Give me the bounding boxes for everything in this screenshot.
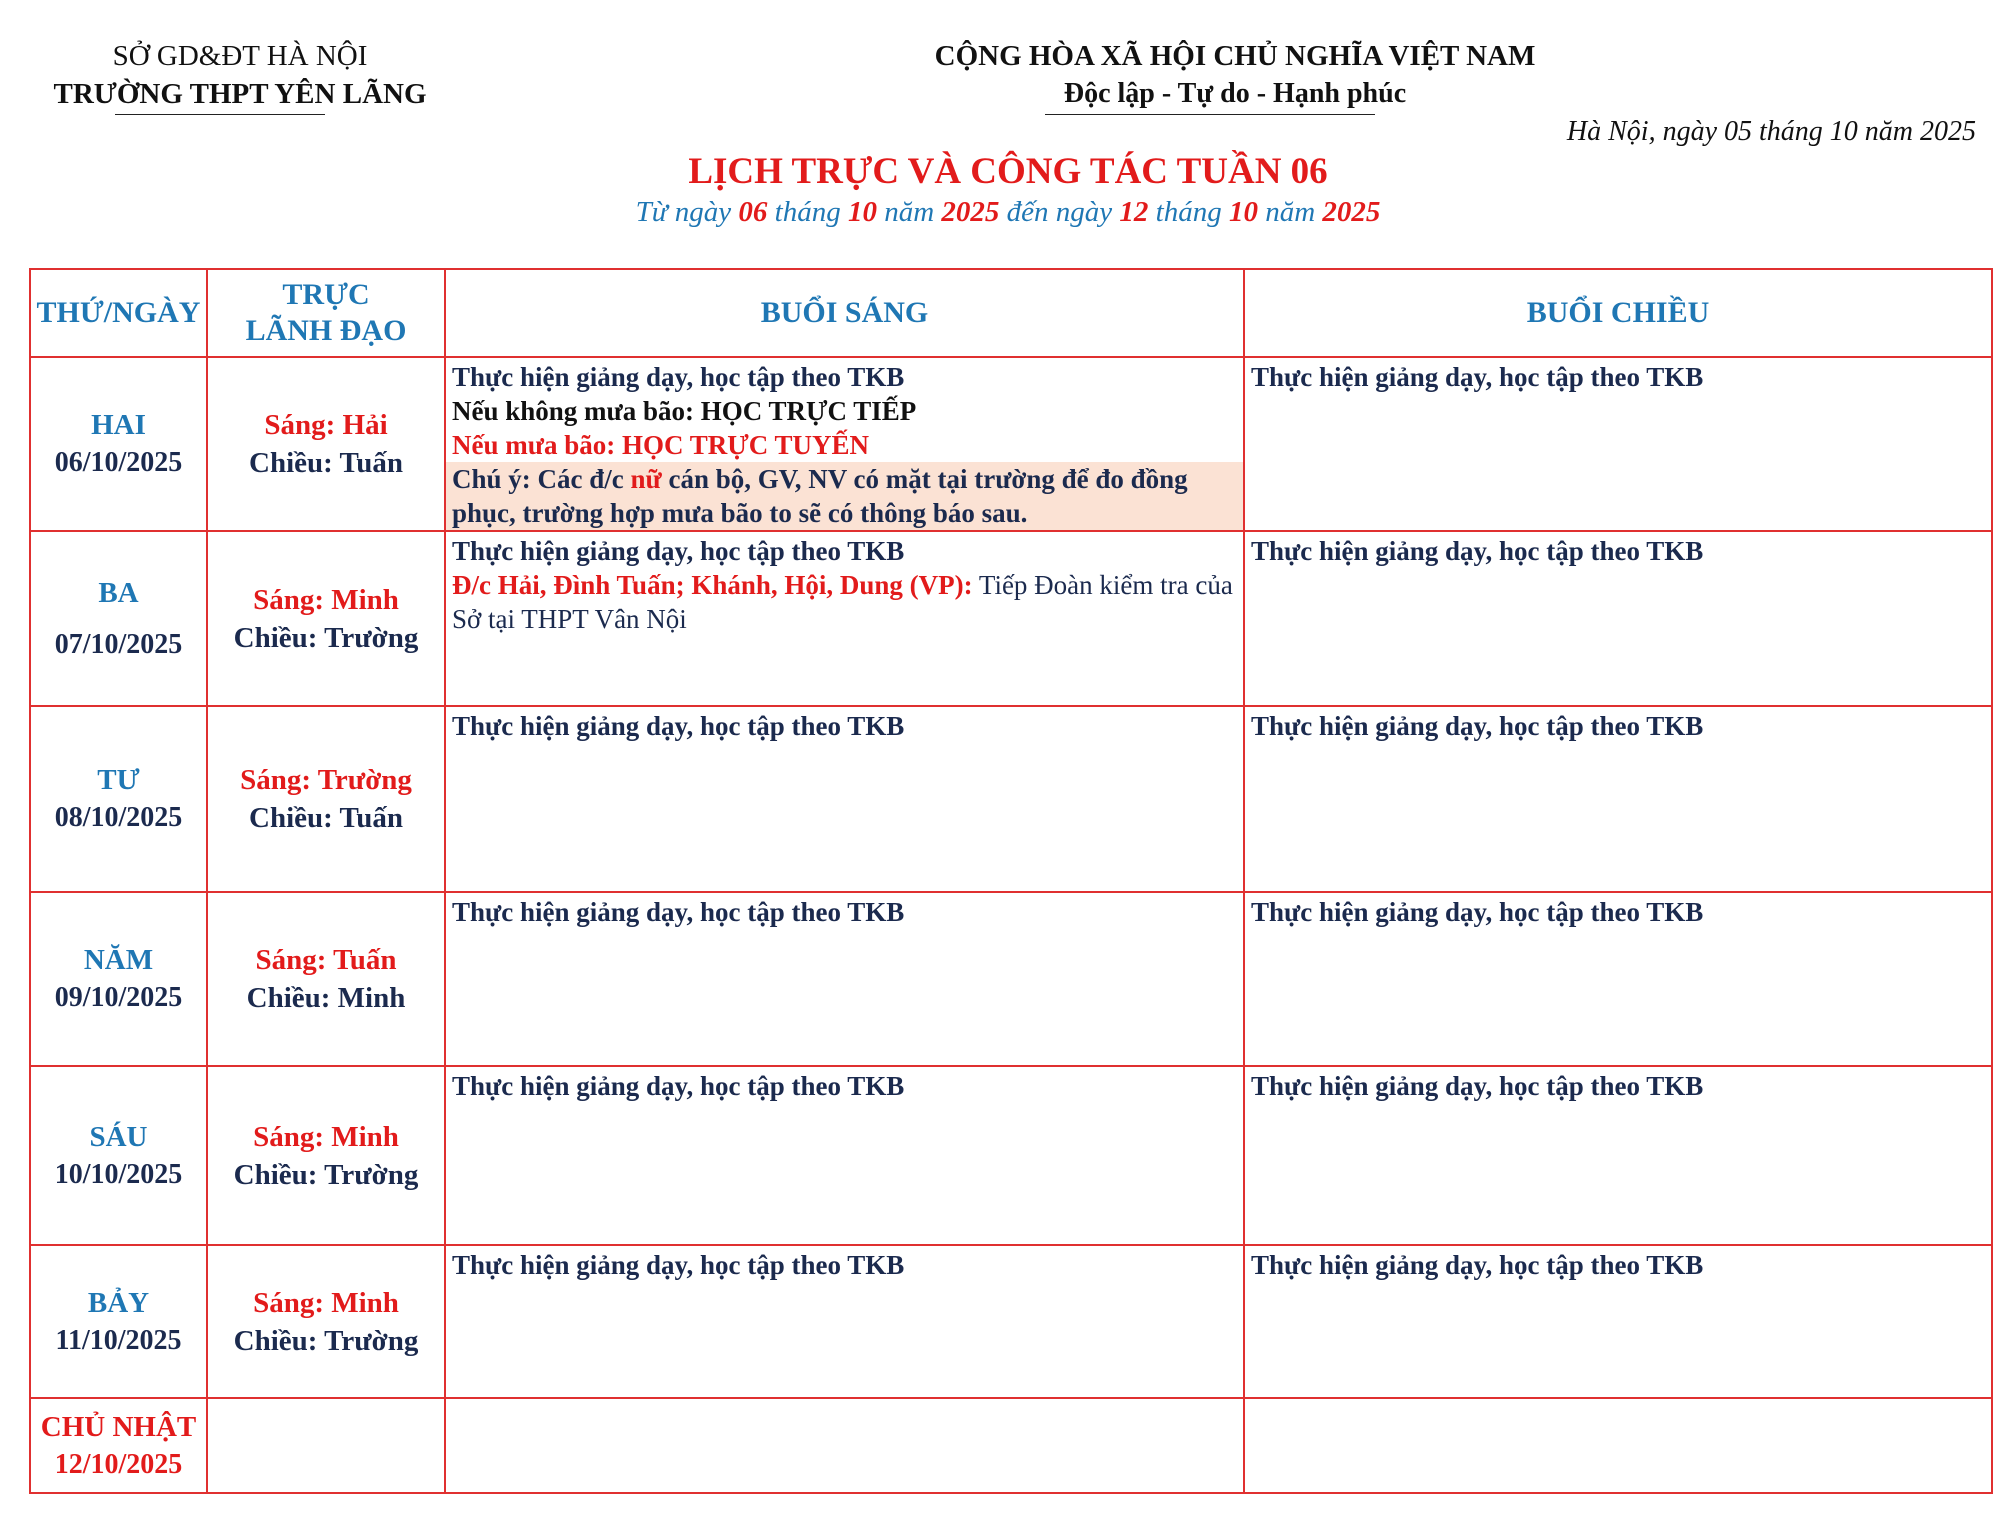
day-date: 12/10/2025 [54,1448,183,1480]
school-name: TRƯỜNG THPT YÊN LÃNG [53,78,427,110]
morning-cell [445,1398,1244,1493]
note-suffix: cán bộ, GV, NV có mặt tại trường để đo đồng phục, trường hợp mưa bão to sẽ có thông báo sau. [452,464,1188,528]
day-cell [30,1245,207,1398]
leader-cell [207,531,445,706]
header-day: THỨ/NGÀY [30,269,207,357]
day-date: 07/10/2025 [54,628,183,660]
assigned-people: Đ/c Hải, Đình Tuấn; Khánh, Hội, Dung (VP): [452,570,973,600]
day-date: 06/10/2025 [54,447,183,478]
table-row [30,1398,1992,1493]
leader-cell [207,706,445,892]
morning-extra-task [452,568,1237,636]
document-title: LỊCH TRỰC VÀ CÔNG TÁC TUẦN 06 [688,151,1328,192]
day-cell [30,1398,207,1493]
header-afternoon: BUỔI CHIỀU [1244,269,1992,357]
leader-cell [207,357,445,531]
leader-afternoon: Chiều: Tuấn [249,447,403,479]
leader-afternoon: Chiều: Minh [246,982,406,1014]
day-cell [30,1066,207,1245]
leader-afternoon: Chiều: Tuấn [249,802,403,834]
to-year: 2025 [1322,196,1381,228]
day-date: 11/10/2025 [55,1324,182,1356]
table-row [30,1245,1992,1398]
table-row [30,892,1992,1066]
leader-cell [207,1066,445,1245]
afternoon-cell: Thực hiện giảng dạy, học tập theo TKB [1244,1245,1992,1398]
motto-underline [1045,114,1375,115]
morning-task: Thực hiện giảng dạy, học tập theo TKB [452,362,905,392]
department-name: SỞ GD&ĐT HÀ NỘI [112,40,368,72]
leader-cell [207,1245,445,1398]
to-label: đến ngày [1006,196,1113,228]
morning-cell [445,357,1244,531]
school-underline [115,114,325,115]
leader-cell [207,892,445,1066]
day-name: BẢY [87,1286,150,1319]
morning-note [446,462,1243,530]
day-name: SÁU [89,1120,148,1153]
morning-cell: Thực hiện giảng dạy, học tập theo TKB [445,1245,1244,1398]
day-date: 10/10/2025 [54,1158,183,1190]
morning-cell: Thực hiện giảng dạy, học tập theo TKB [445,892,1244,1066]
note-prefix: Chú ý: Các đ/c [452,464,631,494]
from-day: 06 [738,196,768,228]
header-leader-line1: TRỰC [282,278,370,311]
date-range [0,196,2016,229]
leader-cell [207,1398,445,1493]
to-day: 12 [1119,196,1149,228]
day-name: HAI [91,409,146,441]
afternoon-cell: Thực hiện giảng dạy, học tập theo TKB [1244,706,1992,892]
afternoon-cell: Thực hiện giảng dạy, học tập theo TKB [1244,892,1992,1066]
day-date: 09/10/2025 [54,982,183,1013]
nation-title: CỘNG HÒA XÃ HỘI CHỦ NGHĨA VIỆT NAM [934,40,1536,72]
morning-condition-offline: Nếu không mưa bão: HỌC TRỰC TIẾP [452,396,917,426]
year-label: năm [884,196,935,228]
afternoon-cell: Thực hiện giảng dạy, học tập theo TKB [1244,1066,1992,1245]
leader-afternoon: Chiều: Trường [233,621,419,654]
morning-condition-online: Nếu mưa bão: HỌC TRỰC TUYẾN [452,430,869,460]
leader-morning: Sáng: Tuấn [255,944,397,976]
schedule-table [29,268,1993,1494]
morning-cell: Thực hiện giảng dạy, học tập theo TKB [445,1066,1244,1245]
day-name: CHỦ NHẬT [40,1410,197,1443]
day-cell [30,892,207,1066]
leader-morning: Sáng: Minh [253,1286,399,1319]
day-name: TƯ [97,764,140,796]
table-row [30,357,1992,531]
day-cell [30,357,207,531]
to-month: 10 [1228,196,1258,228]
note-highlight: nữ [630,464,662,494]
leader-afternoon: Chiều: Trường [233,1158,419,1191]
month-label: tháng [1155,196,1222,228]
leader-morning: Sáng: Minh [253,583,399,616]
table-row [30,531,1992,706]
table-row [30,706,1992,892]
header-leader-line2: LÃNH ĐẠO [245,314,407,347]
table-row [30,1066,1992,1245]
afternoon-cell [1244,1398,1992,1493]
day-name: BA [98,576,139,609]
day-date: 08/10/2025 [54,802,183,833]
from-year: 2025 [941,196,1000,228]
year-label: năm [1265,196,1316,228]
assigned-task: Tiếp Đoàn kiểm tra của Sở tại THPT Vân Nội [452,570,1233,634]
place-date: Hà Nội, ngày 05 tháng 10 năm 2025 [1566,116,1976,147]
header-morning: BUỔI SÁNG [445,269,1244,357]
morning-cell [445,531,1244,706]
leader-morning: Sáng: Hải [264,409,388,441]
month-label: tháng [774,196,841,228]
day-name: NĂM [83,944,154,976]
leader-morning: Sáng: Trường [240,764,412,796]
day-cell [30,531,207,706]
leader-morning: Sáng: Minh [253,1120,399,1153]
afternoon-cell: Thực hiện giảng dạy, học tập theo TKB [1244,357,1992,531]
national-motto: Độc lập - Tự do - Hạnh phúc [1063,78,1407,109]
from-label: Từ ngày [635,196,732,228]
afternoon-cell: Thực hiện giảng dạy, học tập theo TKB [1244,531,1992,706]
morning-task: Thực hiện giảng dạy, học tập theo TKB [452,536,905,566]
day-cell [30,706,207,892]
table-header-row [30,269,1992,357]
leader-afternoon: Chiều: Trường [233,1324,419,1357]
from-month: 10 [847,196,877,228]
morning-cell: Thực hiện giảng dạy, học tập theo TKB [445,706,1244,892]
header-leader [207,269,445,357]
